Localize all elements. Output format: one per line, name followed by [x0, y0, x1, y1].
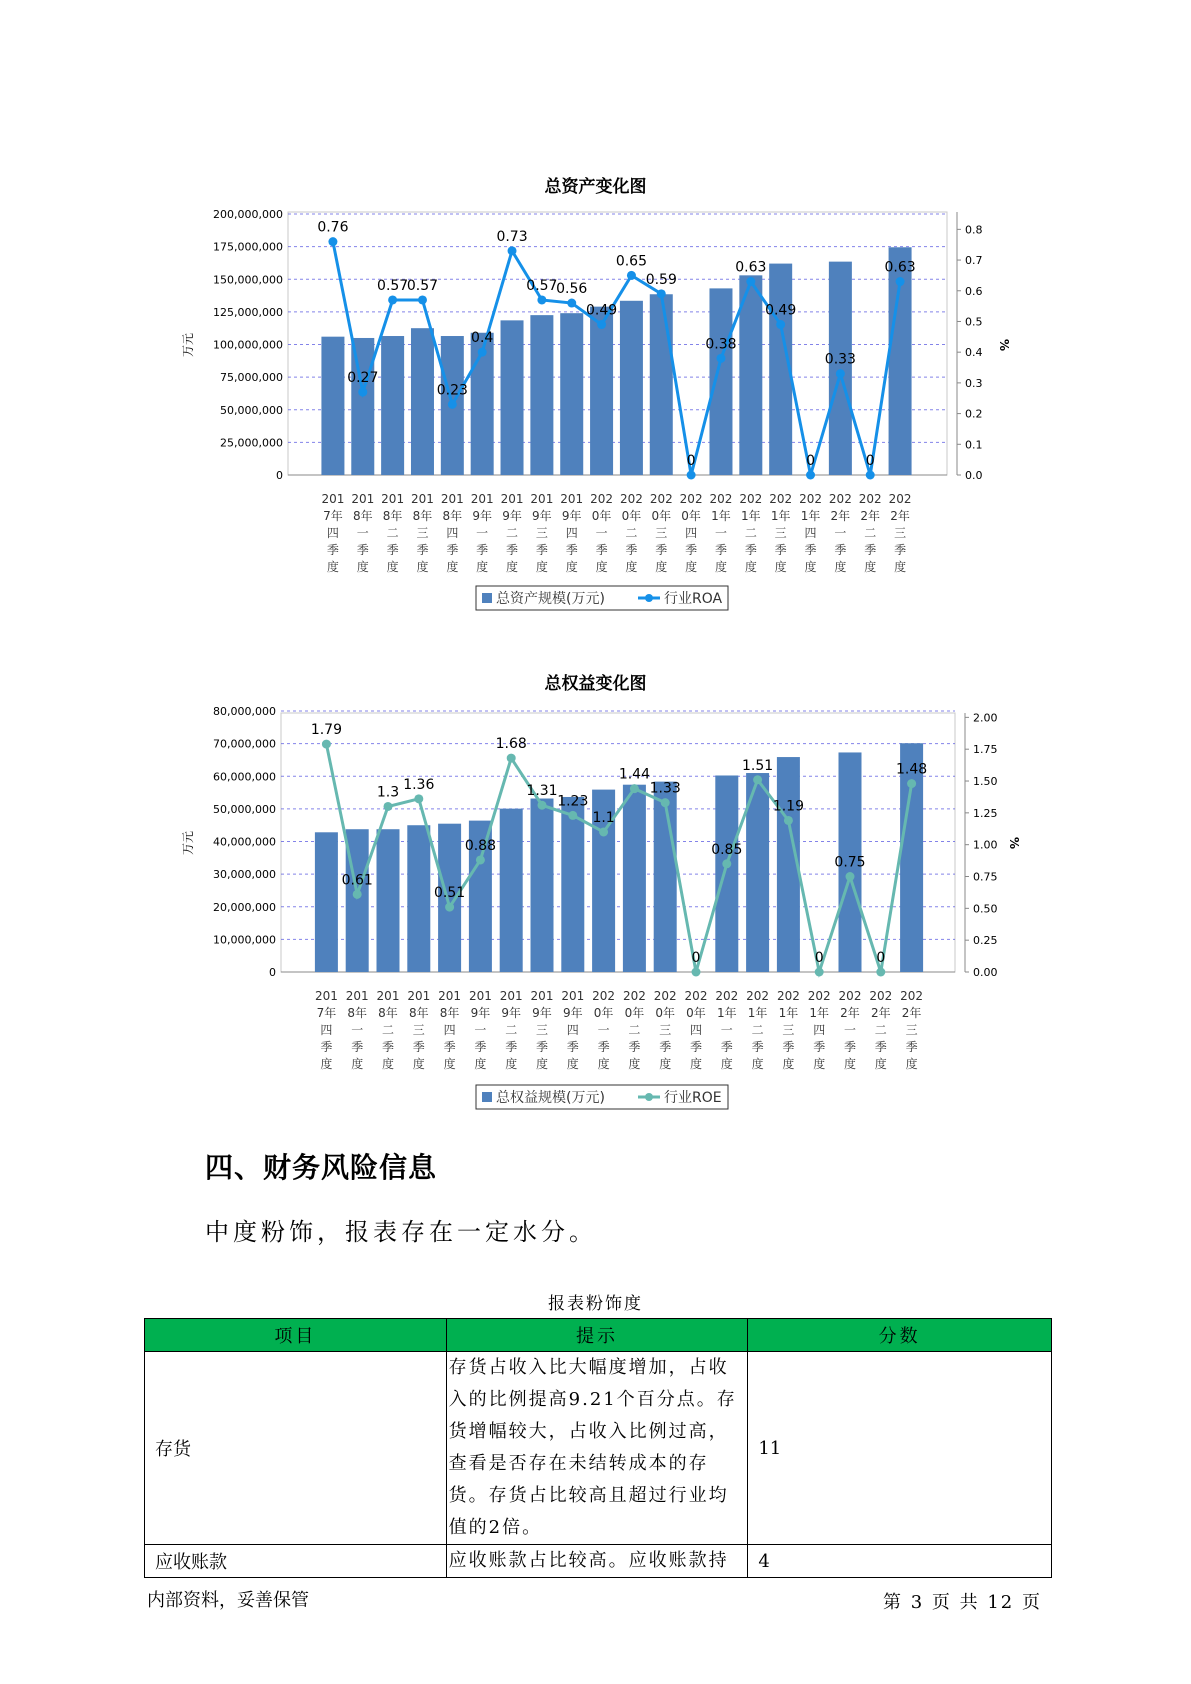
x-tick-label: 201 8年二季度	[381, 492, 405, 574]
legend-line-label: 行业ROE	[664, 1090, 722, 1106]
line-point	[630, 784, 639, 793]
point-label: 0	[806, 453, 815, 469]
x-tick-label: 201 8年一季度	[345, 989, 369, 1071]
y-tick-label: 0	[276, 469, 283, 482]
x-tick-label: 202 2年二季度	[869, 989, 893, 1071]
bar	[709, 288, 732, 475]
line-point	[687, 471, 696, 480]
row-hint: 存货占收入比大幅度增加，占收入的比例提高9.21个百分点。存货增幅较大，占收入比例过高，查看是否存在未结转成本的存货。存货占比较高且超过行业均值的2倍。	[446, 1352, 748, 1545]
bar	[650, 294, 673, 475]
line-point	[722, 859, 731, 868]
point-label: 0	[691, 950, 701, 966]
y2-tick-label: 0.50	[973, 902, 998, 916]
point-label: 0.59	[645, 271, 677, 288]
y-tick-label: 200,000,000	[213, 208, 283, 221]
row-score: 4	[748, 1545, 1052, 1578]
point-label: 0.85	[711, 841, 743, 858]
y2-tick-label: 0.1	[965, 438, 983, 452]
y-tick-label: 175,000,000	[213, 240, 283, 254]
y2-tick-label: 0.7	[965, 254, 983, 268]
x-tick-label: 202 1年三季度	[776, 989, 800, 1071]
line-point	[692, 968, 701, 977]
chart-title-assets: 总资产变化图	[544, 177, 647, 197]
point-label: 1.33	[649, 780, 681, 797]
point-label: 1.3	[376, 784, 400, 801]
point-label: 1.23	[557, 793, 589, 810]
y2-tick-label: 0.5	[965, 315, 983, 329]
point-label: 0	[686, 453, 696, 469]
x-tick-label: 202 2年一季度	[828, 492, 852, 574]
x-tick-label: 202 0年四季度	[684, 989, 708, 1071]
table-row	[145, 1352, 1052, 1545]
total-assets-chart	[0, 200, 1191, 640]
line-point	[776, 320, 785, 329]
line-point	[597, 320, 606, 329]
line-point	[746, 277, 755, 286]
point-label: 0.65	[615, 253, 648, 270]
point-label: 0.27	[347, 370, 379, 387]
line-point	[414, 794, 423, 803]
header-item: 项目	[145, 1319, 447, 1352]
line-point	[866, 471, 875, 480]
bar	[715, 775, 738, 972]
row-item: 应收账款	[145, 1545, 447, 1578]
point-label: 0.33	[824, 351, 856, 368]
point-label: 0	[865, 453, 875, 469]
point-label: 1.51	[742, 757, 774, 774]
point-label: 1.68	[495, 736, 527, 753]
legend-line-label: 行业ROA	[664, 591, 723, 607]
legend-bar-swatch	[482, 593, 492, 603]
x-tick-label: 202 0年三季度	[649, 492, 673, 574]
point-label: 0.63	[884, 259, 916, 276]
y2-tick-label: 0.8	[965, 223, 983, 237]
line-point	[322, 740, 331, 749]
line-point	[476, 855, 485, 864]
x-tick-label: 202 1年二季度	[746, 989, 770, 1071]
x-tick-label: 202 1年二季度	[739, 492, 763, 574]
point-label: 0.49	[585, 302, 618, 319]
table-header-row	[145, 1319, 1052, 1352]
x-tick-label: 202 0年四季度	[679, 492, 703, 574]
row-item: 存货	[145, 1352, 447, 1545]
point-label: 1.31	[526, 783, 558, 800]
line-point	[418, 295, 427, 304]
line-point	[568, 811, 577, 820]
point-label: 1.44	[618, 766, 650, 783]
bar	[620, 301, 643, 475]
x-tick-label: 202 0年一季度	[592, 989, 616, 1071]
row-hint: 应收账款占比较高。应收账款持	[446, 1545, 748, 1578]
point-label: 0.49	[765, 302, 797, 319]
legend-bar-label: 总资产规模(万元)	[496, 591, 605, 607]
line-point	[657, 289, 666, 298]
line-point	[538, 801, 547, 810]
point-label: 0.75	[834, 854, 866, 871]
y-tick-label: 70,000,000	[213, 737, 276, 751]
point-label: 0.57	[377, 277, 409, 294]
legend-bar-swatch	[482, 1092, 492, 1102]
x-tick-label: 201 9年三季度	[530, 989, 554, 1071]
bar	[531, 799, 554, 972]
x-tick-label: 202 2年一季度	[838, 989, 862, 1071]
y2-tick-label: 2.00	[973, 711, 998, 725]
y2-tick-label: 0.2	[965, 407, 983, 421]
y2-axis-title: %	[997, 338, 1011, 352]
line-point	[907, 779, 916, 788]
whitewash-table	[144, 1318, 1052, 1578]
line-point	[876, 968, 885, 977]
bar	[321, 337, 344, 475]
legend-bar-label: 总权益规模(万元)	[496, 1090, 605, 1106]
x-tick-label: 202 2年二季度	[858, 492, 882, 574]
x-tick-label: 201 8年三季度	[407, 989, 431, 1071]
y-tick-label: 60,000,000	[213, 770, 276, 784]
x-tick-label: 202 1年四季度	[799, 492, 822, 574]
y2-tick-label: 1.25	[973, 806, 998, 820]
line-point	[627, 271, 636, 280]
line-point	[784, 816, 793, 825]
x-tick-label: 201 9年一季度	[470, 492, 494, 574]
point-label: 0.88	[464, 837, 496, 854]
y-tick-label: 30,000,000	[213, 868, 276, 882]
bar	[411, 328, 434, 475]
y2-tick-label: 1.75	[973, 743, 998, 757]
legend-line-marker	[645, 1093, 653, 1101]
y-tick-label: 80,000,000	[213, 705, 276, 718]
y-tick-label: 0	[269, 966, 276, 979]
point-label: 0.73	[496, 228, 528, 245]
point-label: 0.63	[735, 259, 767, 276]
total-equity-chart	[0, 698, 1191, 1138]
y-tick-label: 125,000,000	[213, 305, 283, 319]
y-tick-label: 10,000,000	[213, 933, 276, 947]
line-point	[353, 890, 362, 899]
line-point	[716, 354, 725, 363]
line-point	[846, 872, 855, 881]
y-tick-label: 75,000,000	[220, 371, 283, 385]
x-tick-label: 201 9年二季度	[500, 492, 524, 574]
line-point	[507, 754, 516, 763]
bar	[377, 829, 400, 972]
x-tick-label: 201 8年四季度	[440, 492, 464, 574]
bar	[623, 785, 646, 972]
bar	[590, 307, 613, 475]
y-tick-label: 50,000,000	[220, 403, 283, 417]
bar	[501, 320, 524, 475]
line-point	[567, 299, 576, 308]
x-tick-label: 201 9年二季度	[499, 989, 523, 1071]
y2-tick-label: 0.6	[965, 284, 983, 298]
x-tick-label: 202 0年二季度	[619, 492, 643, 574]
point-label: 1.79	[310, 722, 342, 739]
x-tick-label: 202 2年三季度	[888, 492, 912, 574]
line-point	[599, 827, 608, 836]
line-point	[753, 775, 762, 784]
point-label: 1.48	[896, 761, 928, 778]
header-hint: 提示	[446, 1319, 748, 1352]
point-label: 0.61	[341, 872, 373, 889]
chart-title-equity: 总权益变化图	[544, 674, 647, 694]
point-label: 0	[814, 950, 824, 966]
point-label: 0.38	[705, 336, 737, 353]
point-label: 0.57	[526, 277, 558, 294]
x-tick-label: 201 7年四季度	[314, 989, 338, 1071]
y-tick-label: 50,000,000	[213, 802, 276, 816]
line-point	[388, 295, 397, 304]
line-point	[661, 798, 670, 807]
y-tick-label: 25,000,000	[220, 436, 283, 450]
table-row	[145, 1545, 1052, 1578]
y2-tick-label: 0.00	[973, 966, 998, 979]
line-point	[445, 903, 454, 912]
point-label: 0.57	[406, 277, 439, 294]
footer-confidential: 内部资料，妥善保管	[147, 1590, 309, 1611]
x-tick-label: 202 0年二季度	[622, 989, 646, 1071]
line-point	[384, 802, 393, 811]
x-tick-label: 201 9年一季度	[468, 989, 492, 1071]
x-tick-label: 201 9年三季度	[530, 492, 554, 574]
y2-tick-label: 0.3	[965, 376, 983, 390]
bar	[500, 809, 523, 972]
point-label: 0.4	[471, 330, 494, 347]
table-caption: 报表粉饰度	[548, 1294, 643, 1314]
line-point	[478, 348, 487, 357]
footer-page-number: 第 3 页 共 12 页	[883, 1592, 1042, 1613]
point-label: 1.1	[592, 809, 615, 826]
x-tick-label: 201 8年三季度	[411, 492, 434, 574]
y2-tick-label: 1.00	[973, 838, 998, 852]
y-tick-label: 150,000,000	[213, 273, 283, 287]
point-label: 1.36	[403, 776, 435, 793]
x-tick-label: 202 1年四季度	[807, 989, 831, 1071]
section-heading: 四、财务风险信息	[205, 1151, 438, 1184]
line-point	[806, 471, 815, 480]
line-point	[448, 400, 457, 409]
bar	[530, 315, 553, 475]
bar	[561, 797, 584, 972]
x-tick-label: 201 7年四季度	[321, 492, 345, 574]
x-tick-label: 201 8年一季度	[351, 492, 375, 574]
header-score: 分数	[748, 1319, 1052, 1352]
bar	[560, 313, 583, 475]
x-tick-label: 202 1年一季度	[715, 989, 739, 1071]
row-score: 11	[748, 1352, 1052, 1545]
point-label: 0.51	[434, 885, 466, 902]
x-tick-label: 201 9年四季度	[561, 989, 585, 1071]
x-tick-label: 202 1年一季度	[709, 492, 733, 574]
legend-line-marker	[645, 594, 653, 602]
x-tick-label: 202 1年三季度	[769, 492, 793, 574]
y-tick-label: 100,000,000	[213, 338, 283, 352]
y2-tick-label: 0.25	[973, 934, 998, 948]
point-label: 0.23	[436, 382, 468, 399]
y-tick-label: 40,000,000	[213, 835, 276, 849]
y2-tick-label: 0.4	[965, 346, 983, 360]
x-tick-label: 201 8年四季度	[438, 989, 462, 1071]
line-point	[896, 277, 905, 286]
x-tick-label: 202 0年一季度	[590, 492, 614, 574]
y-axis-title: 万元	[181, 332, 195, 358]
bar	[407, 825, 430, 972]
y2-tick-label: 0.75	[973, 870, 998, 884]
x-tick-label: 201 9年四季度	[560, 492, 584, 574]
x-tick-label: 201 8年二季度	[376, 989, 400, 1071]
line-point	[358, 388, 367, 397]
bar	[381, 336, 404, 475]
line-point	[815, 968, 824, 977]
bar	[315, 832, 338, 972]
line-point	[836, 369, 845, 378]
x-tick-label: 202 0年三季度	[653, 989, 677, 1071]
point-label: 0.76	[317, 219, 349, 236]
point-label: 0	[876, 950, 886, 966]
point-label: 0.56	[556, 281, 588, 298]
y-tick-label: 20,000,000	[213, 900, 276, 914]
y2-tick-label: 1.50	[973, 775, 998, 789]
line-point	[508, 246, 517, 255]
x-tick-label: 202 2年三季度	[900, 989, 924, 1071]
y2-tick-label: 0.0	[965, 469, 983, 482]
bar	[829, 262, 852, 475]
line-point	[328, 237, 337, 246]
y2-axis-title: %	[1007, 836, 1021, 850]
risk-summary: 中度粉饰，报表存在一定水分。	[205, 1218, 597, 1246]
point-label: 1.19	[772, 798, 804, 815]
line-point	[537, 295, 546, 304]
y-axis-title: 万元	[181, 830, 195, 856]
